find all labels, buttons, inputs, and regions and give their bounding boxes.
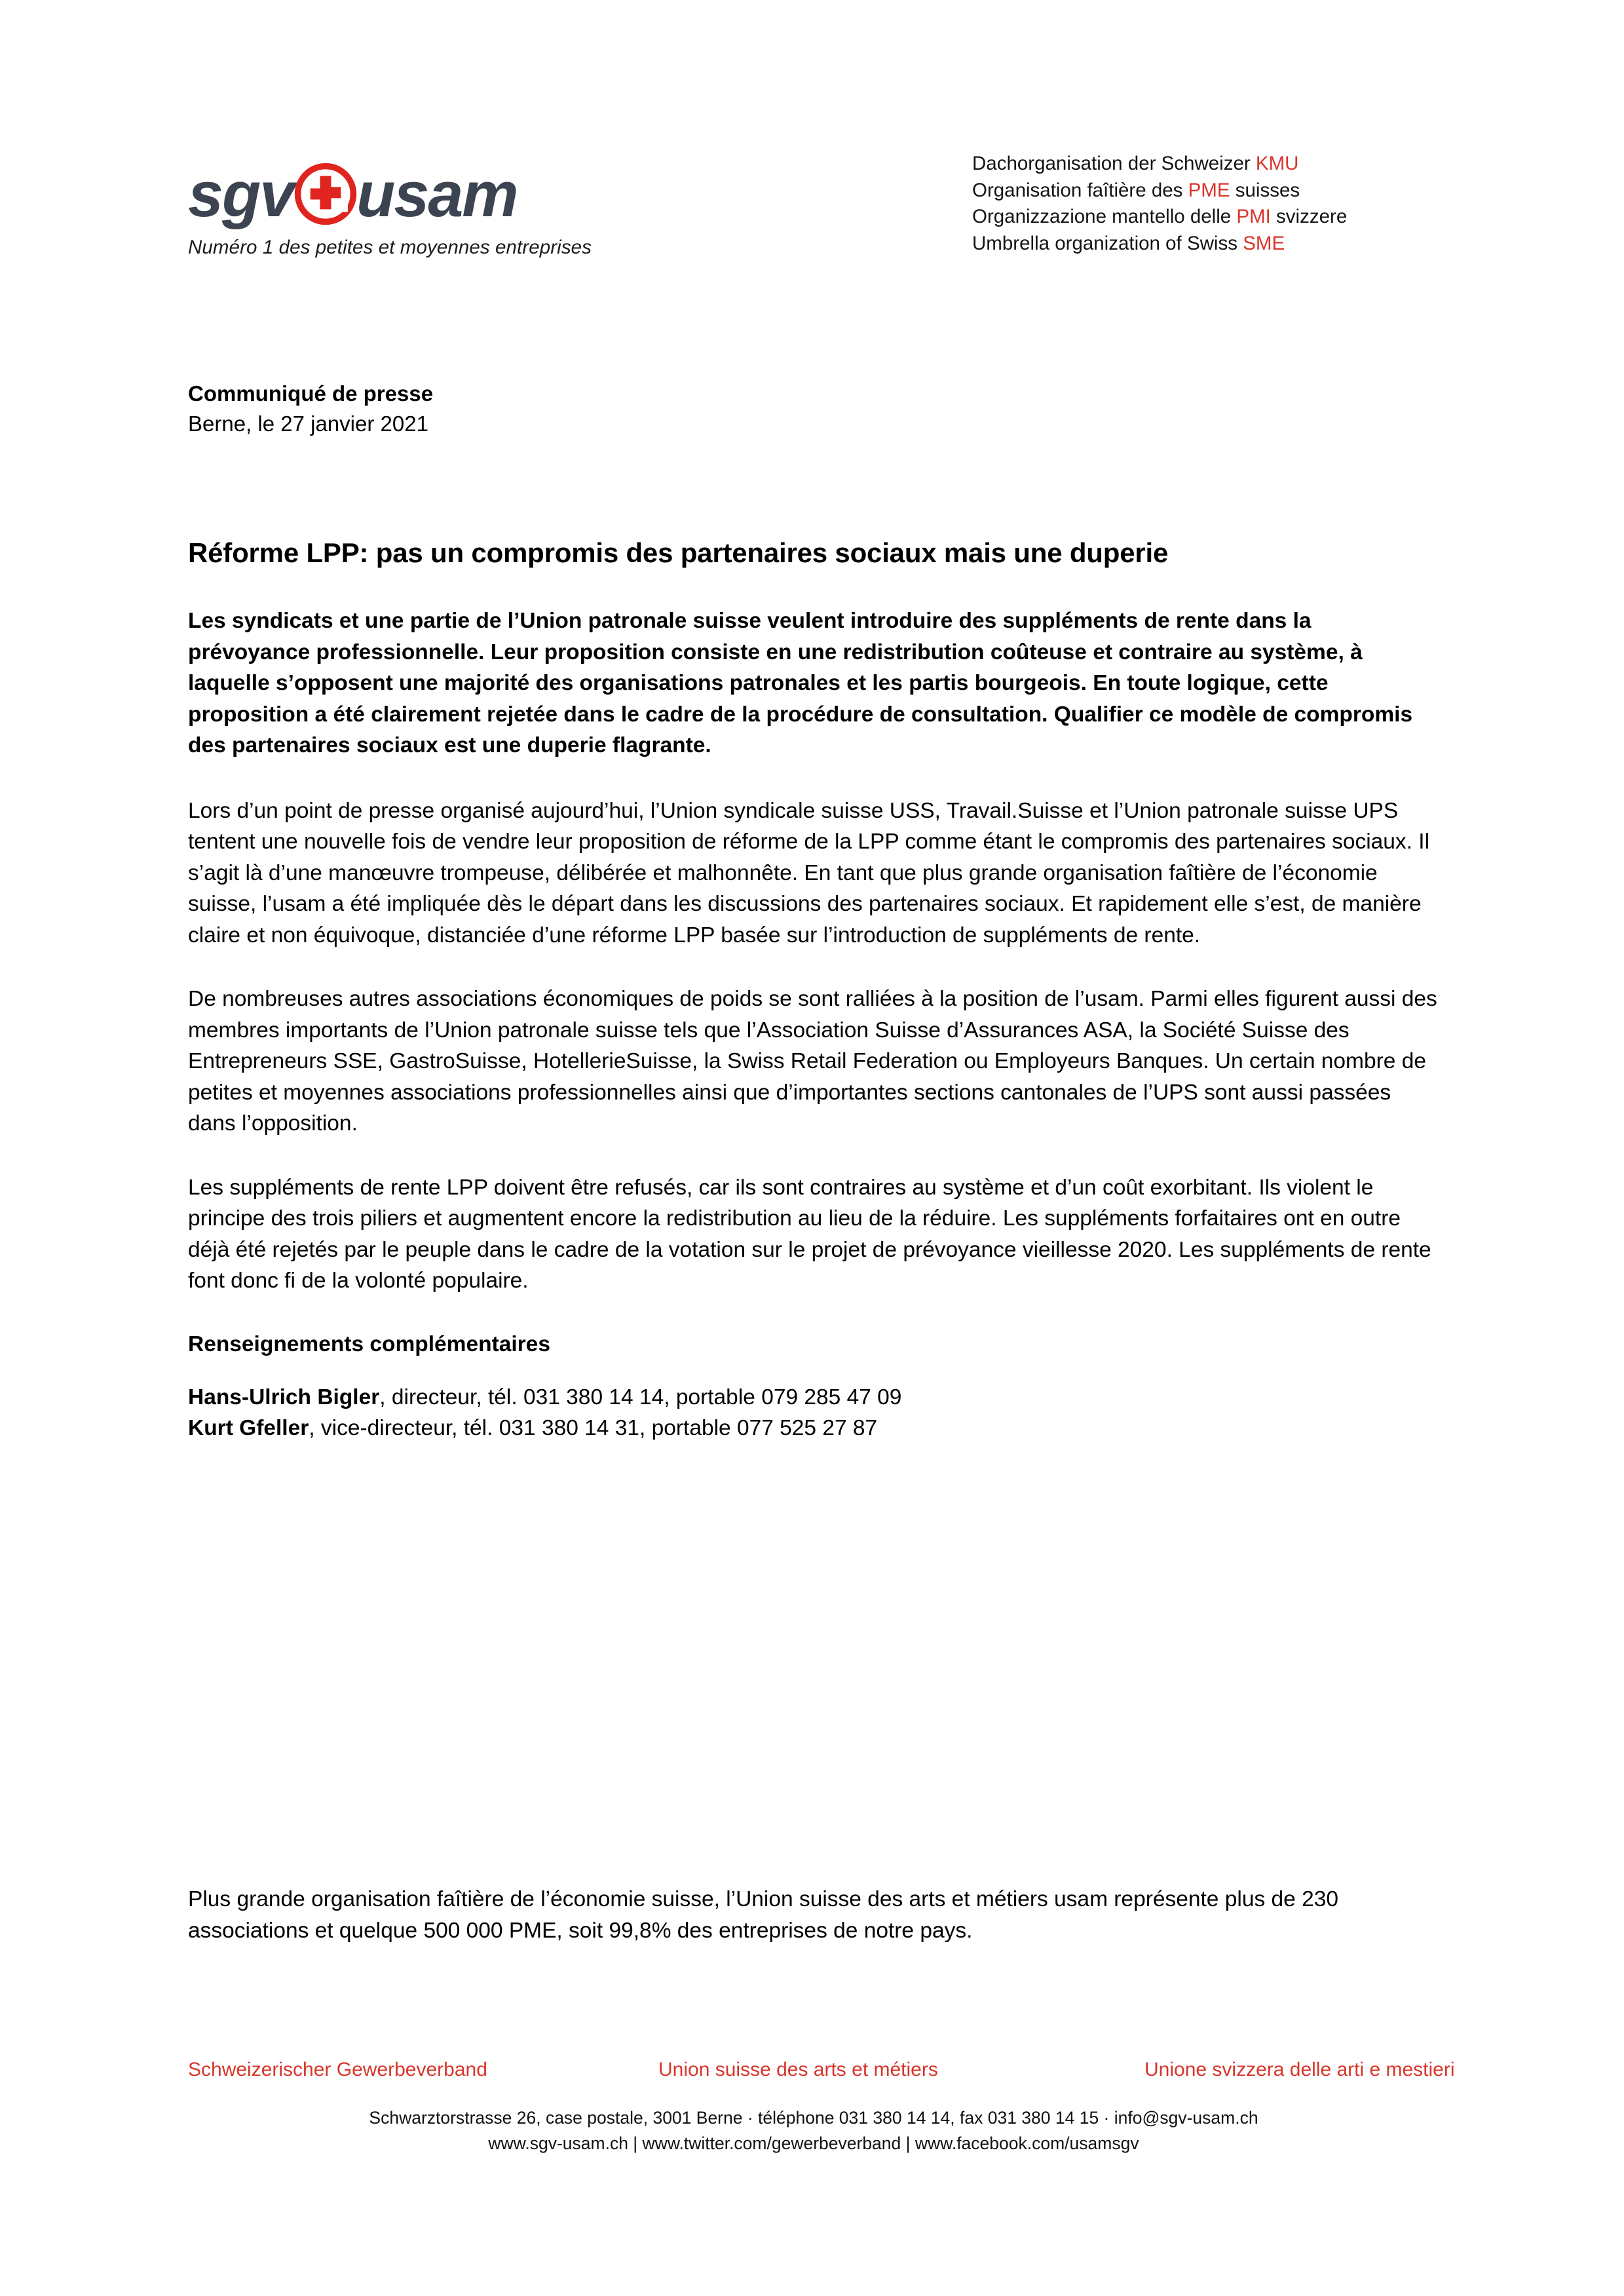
page-footer xyxy=(188,2059,1455,2156)
footer-org-fr: Union suisse des arts et métiers xyxy=(658,2059,938,2080)
document-type-label: Communiqué de presse xyxy=(188,381,434,406)
document-meta xyxy=(188,379,433,439)
logo-word-sgv: sgv xyxy=(188,158,294,230)
header-language-it: Organizzazione mantello delle PMI svizzere xyxy=(972,206,1348,227)
contact-details: , vice-directeur, tél. 031 380 14 31, portable 077 525 27 87 xyxy=(309,1416,878,1440)
footer-address-line: Schwarztorstrasse 26, case postale, 3001 Berne · téléphone 031 380 14 14, fax 031 380 14 15 · info@sgv-usam.ch xyxy=(369,2108,1258,2128)
logo-wordmark xyxy=(188,159,592,229)
acronym-pme: PME xyxy=(1188,179,1230,201)
acronym-pmi: PMI xyxy=(1236,206,1271,227)
logo-word-usam: usam xyxy=(356,158,518,230)
body-paragraph: Lors d’un point de presse organisé aujourd’hui, l’Union syndicale suisse USS, Travail.Suisse et l’Union patronale suisse UPS tentent une nouvelle fois de vendre leur proposition de réforme de la LPP comme étant le compromis des partenaires sociaux. Il s’agit là d’une manœuvre trompeuse, délibérée et malhonnête. En tant que plus grande organisation faîtière de l’économie suisse, l’usam a été impliquée dès le départ dans les discussions des partenaires sociaux. Et rapidement elle s’est, de manière claire et non équivoque, distanciée d’une réforme LPP basée sur l’introduction de suppléments de rente. xyxy=(188,798,1430,947)
contact-name: Hans-Ulrich Bigler xyxy=(188,1385,380,1409)
header-language-de: Dachorganisation der Schweizer KMU xyxy=(972,153,1299,174)
header-language-en: Umbrella organization of Swiss SME xyxy=(972,232,1285,254)
header-language-list xyxy=(972,151,1347,257)
header-language-fr: Organisation faîtière des PME suisses xyxy=(972,179,1300,201)
logo-tagline: Numéro 1 des petites et moyennes entreprises xyxy=(188,237,592,258)
footer-contact-block xyxy=(188,2105,1439,2156)
footer-organization-names xyxy=(188,2059,1455,2086)
contact-entry xyxy=(188,1413,1439,1444)
swiss-cross-circle-icon xyxy=(291,159,360,229)
contact-details: , directeur, tél. 031 380 14 14, portable 079 285 47 09 xyxy=(379,1385,902,1409)
footer-links-line[interactable]: www.sgv-usam.ch | www.twitter.com/gewerbeverband | www.facebook.com/usamsgv xyxy=(488,2133,1139,2153)
page-header xyxy=(188,149,1436,280)
acronym-sme: SME xyxy=(1243,232,1285,254)
organization-boilerplate: Plus grande organisation faîtière de l’économie suisse, l’Union suisse des arts et métiers usam représente plus de 230 associations et quelque 500 000 PME, soit 99,8% des entreprises de notre pays. xyxy=(188,1887,1338,1943)
footer-org-de: Schweizerischer Gewerbeverband xyxy=(188,2059,487,2080)
contact-name: Kurt Gfeller xyxy=(188,1416,309,1440)
body-paragraph: De nombreuses autres associations économiques de poids se sont ralliées à la position de l’usam. Parmi elles figurent aussi des membres importants de l’Union patronale suisse tels que l’Association Suisse d’Assurances ASA, la Société Suisse des Entrepreneurs SSE, GastroSuisse, HotellerieSuisse, la Swiss Retail Federation ou Employeurs Banques. Un certain nombre de petites et moyennes associations professionnelles ainsi que d’importantes sections cantonales de l’UPS sont aussi passées dans l’opposition. xyxy=(188,987,1437,1136)
footer-org-it: Unione svizzera delle arti e mestieri xyxy=(1144,2059,1455,2080)
lead-paragraph: Les syndicats et une partie de l’Union patronale suisse veulent introduire des suppléments de rente dans la prévoyance professionnelle. Leur proposition consiste en une redistribution coûteuse et contraire au système, à laquelle s’opposent une majorité des organisations patronales et les partis bourgeois. En toute logique, cette proposition a été clairement rejetée dans le cadre de la procédure de consultation. Qualifier ce modèle de compromis des partenaires sociaux est une duperie flagrante. xyxy=(188,609,1413,757)
sgv-usam-logo xyxy=(188,159,592,259)
page-title: Réforme LPP: pas un compromis des partenaires sociaux mais une duperie xyxy=(188,537,1169,568)
acronym-kmu: KMU xyxy=(1255,153,1299,174)
contact-list xyxy=(188,1382,1439,1444)
contact-section-heading: Renseignements complémentaires xyxy=(188,1331,550,1356)
body-paragraph: Les suppléments de rente LPP doivent être refusés, car ils sont contraires au système et d’un coût exorbitant. Ils violent le principe des trois piliers et augmentent encore la redistribution au lieu de la réduire. Les suppléments forfaitaires ont en outre déjà été rejetés par le peuple dans le cadre de la votation sur le projet de prévoyance vieillesse 2020. Les suppléments de rente font donc fi de la volonté populaire. xyxy=(188,1175,1431,1293)
article-body xyxy=(188,536,1439,1444)
dateline: Berne, le 27 janvier 2021 xyxy=(188,411,428,436)
contact-entry xyxy=(188,1382,1439,1413)
